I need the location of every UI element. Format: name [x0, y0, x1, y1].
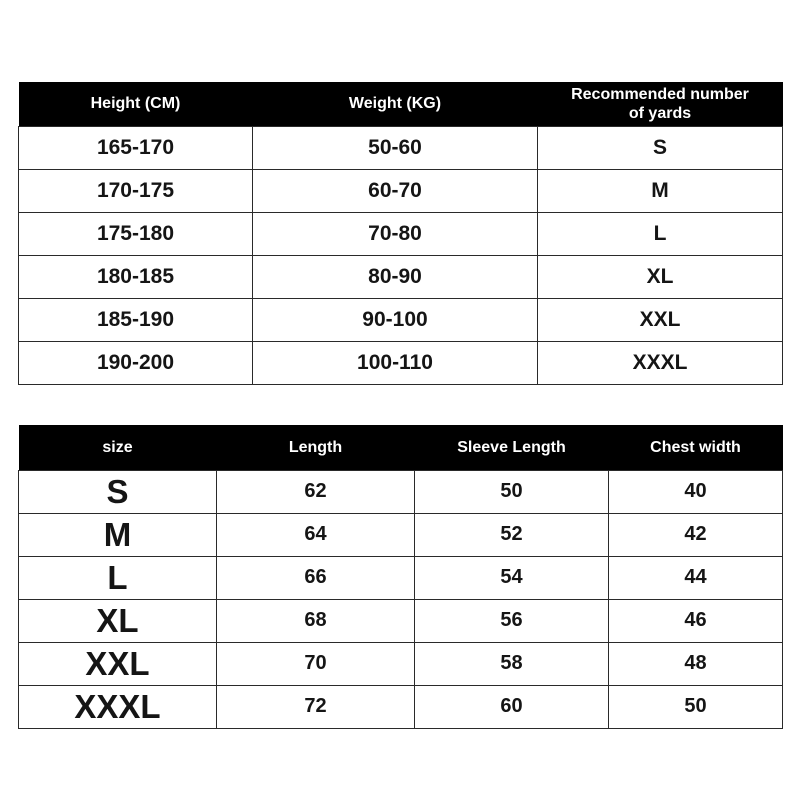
table-row: [19, 599, 783, 642]
size-cell: XXXL: [19, 685, 217, 728]
table-row: [19, 642, 783, 685]
sleeve-length-cell: 50: [415, 470, 609, 513]
header-height: Height (CM): [19, 82, 253, 126]
sleeve-length-cell: 54: [415, 556, 609, 599]
table-row: [19, 470, 783, 513]
size-cell: L: [19, 556, 217, 599]
chest-width-cell: 42: [609, 513, 783, 556]
height-cell: 175-180: [19, 212, 253, 255]
chest-width-cell: 40: [609, 470, 783, 513]
length-cell: 66: [217, 556, 415, 599]
length-cell: 68: [217, 599, 415, 642]
table-row: [19, 341, 783, 384]
header-weight: Weight (KG): [253, 82, 538, 126]
sleeve-length-cell: 58: [415, 642, 609, 685]
header-chest-width: Chest width: [609, 425, 783, 470]
table-row: [19, 513, 783, 556]
height-cell: 180-185: [19, 255, 253, 298]
table-header-row: [19, 82, 783, 126]
recommended-size-cell: XXL: [538, 298, 783, 341]
size-cell: XXL: [19, 642, 217, 685]
table-row: [19, 685, 783, 728]
header-recommended-size: Recommended number of yards: [538, 82, 783, 126]
header-length: Length: [217, 425, 415, 470]
table-row: [19, 255, 783, 298]
header-size: size: [19, 425, 217, 470]
weight-cell: 50-60: [253, 126, 538, 169]
height-weight-size-table: [18, 82, 783, 385]
weight-cell: 60-70: [253, 169, 538, 212]
length-cell: 64: [217, 513, 415, 556]
recommended-size-cell: L: [538, 212, 783, 255]
sleeve-length-cell: 56: [415, 599, 609, 642]
weight-cell: 70-80: [253, 212, 538, 255]
table-row: [19, 298, 783, 341]
size-cell: M: [19, 513, 217, 556]
weight-cell: 100-110: [253, 341, 538, 384]
table-row: [19, 169, 783, 212]
recommended-size-cell: M: [538, 169, 783, 212]
size-cell: S: [19, 470, 217, 513]
chest-width-cell: 46: [609, 599, 783, 642]
chest-width-cell: 50: [609, 685, 783, 728]
table-row: [19, 556, 783, 599]
table-row: [19, 212, 783, 255]
table-header-row: [19, 425, 783, 470]
height-cell: 185-190: [19, 298, 253, 341]
size-cell: XL: [19, 599, 217, 642]
weight-cell: 80-90: [253, 255, 538, 298]
height-cell: 190-200: [19, 341, 253, 384]
height-cell: 165-170: [19, 126, 253, 169]
chest-width-cell: 44: [609, 556, 783, 599]
length-cell: 70: [217, 642, 415, 685]
chest-width-cell: 48: [609, 642, 783, 685]
sleeve-length-cell: 52: [415, 513, 609, 556]
height-cell: 170-175: [19, 169, 253, 212]
header-sleeve-length: Sleeve Length: [415, 425, 609, 470]
recommended-size-cell: XL: [538, 255, 783, 298]
table-row: [19, 126, 783, 169]
sleeve-length-cell: 60: [415, 685, 609, 728]
length-cell: 62: [217, 470, 415, 513]
recommended-size-cell: XXXL: [538, 341, 783, 384]
length-cell: 72: [217, 685, 415, 728]
recommended-size-cell: S: [538, 126, 783, 169]
size-measurement-table: [18, 425, 783, 729]
weight-cell: 90-100: [253, 298, 538, 341]
